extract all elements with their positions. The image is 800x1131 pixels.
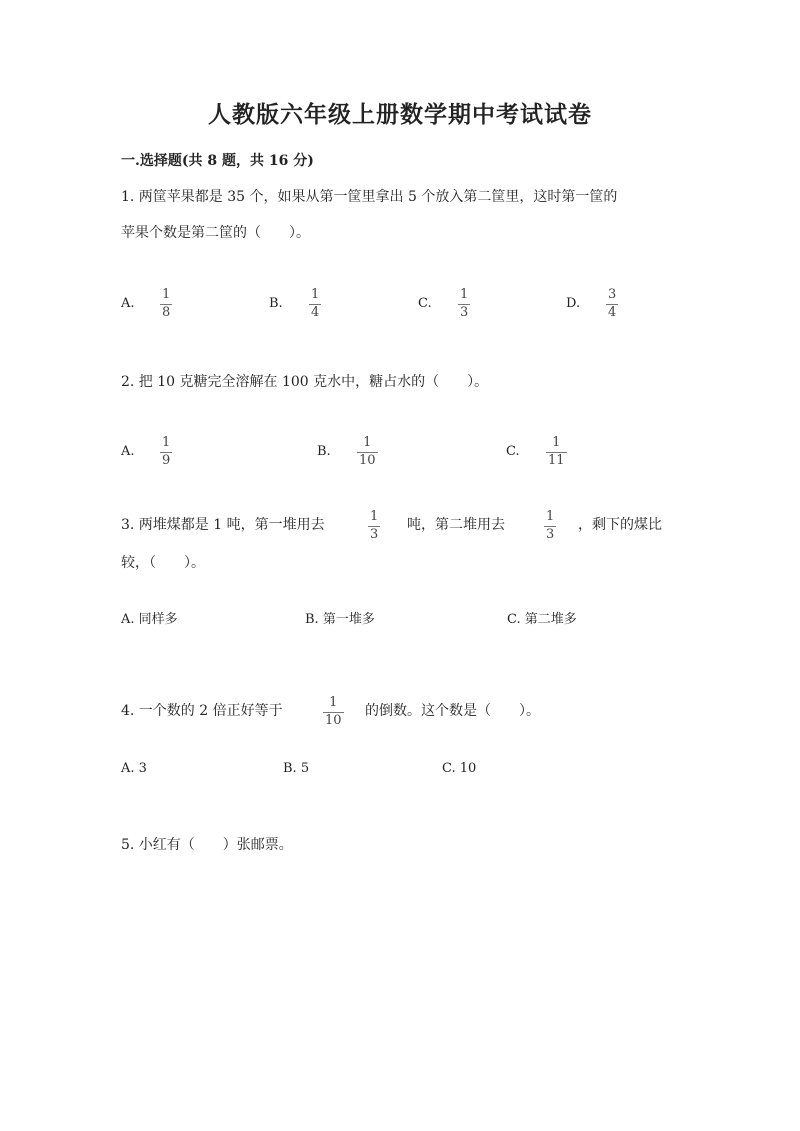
fraction-numerator: 1 bbox=[162, 287, 171, 302]
q2-option-b-fraction bbox=[357, 436, 378, 468]
q2-option-a-label[interactable]: A. bbox=[121, 444, 135, 459]
question-1-line-2: 苹果个数是第二筐的（ ）。 bbox=[121, 225, 310, 241]
fraction-denominator: 4 bbox=[608, 305, 617, 320]
section-heading-choice: 一.选择题(共 8 题，共 16 分) bbox=[121, 153, 314, 169]
question-3-fraction-1 bbox=[368, 510, 380, 542]
fraction-numerator: 1 bbox=[370, 509, 379, 524]
q2-option-b-label[interactable]: B. bbox=[317, 444, 331, 459]
q4-option-b[interactable]: B. 5 bbox=[283, 761, 310, 776]
question-1-line-1: 1. 两筐苹果都是 35 个，如果从第一筐里拿出 5 个放入第二筐里，这时第一筐的 bbox=[121, 189, 618, 205]
q4-option-a[interactable]: A. 3 bbox=[121, 761, 147, 776]
fraction-numerator: 1 bbox=[162, 435, 171, 450]
fraction-numerator: 1 bbox=[329, 695, 338, 710]
question-3-fraction-2 bbox=[544, 510, 556, 542]
question-4-line-1a: 4. 一个数的 2 倍正好等于 bbox=[121, 703, 283, 719]
question-2-line-1: 2. 把 10 克糖完全溶解在 100 克水中，糖占水的（ ）。 bbox=[121, 374, 489, 390]
q3-option-a[interactable]: A. 同样多 bbox=[121, 612, 178, 627]
fraction-denominator: 3 bbox=[546, 527, 555, 542]
fraction-numerator: 1 bbox=[363, 435, 372, 450]
fraction-numerator: 1 bbox=[460, 287, 469, 302]
q1-option-a-fraction bbox=[160, 288, 172, 320]
q1-option-c-label[interactable]: C. bbox=[418, 296, 432, 311]
q4-option-c[interactable]: C. 10 bbox=[442, 761, 477, 776]
q1-option-c-fraction bbox=[458, 288, 470, 320]
q2-option-c-fraction bbox=[546, 436, 567, 468]
question-3-line-2: 较，（ ）。 bbox=[121, 555, 205, 571]
question-5-line-1: 5. 小红有（ ）张邮票。 bbox=[121, 837, 293, 853]
fraction-denominator: 10 bbox=[325, 713, 342, 728]
q2-option-a-fraction bbox=[160, 436, 172, 468]
page-title: 人教版六年级上册数学期中考试试卷 bbox=[208, 101, 592, 128]
q1-option-d-fraction bbox=[606, 288, 618, 320]
fraction-denominator: 11 bbox=[548, 453, 565, 468]
fraction-denominator: 3 bbox=[370, 527, 379, 542]
q3-option-c[interactable]: C. 第二堆多 bbox=[507, 612, 577, 627]
fraction-numerator: 1 bbox=[546, 509, 555, 524]
fraction-numerator: 3 bbox=[608, 287, 617, 302]
fraction-denominator: 3 bbox=[460, 305, 469, 320]
fraction-numerator: 1 bbox=[311, 287, 320, 302]
question-4-fraction bbox=[323, 696, 344, 728]
question-3-line-1c: ，剩下的煤比 bbox=[578, 517, 662, 533]
q1-option-b-fraction bbox=[309, 288, 321, 320]
fraction-numerator: 1 bbox=[552, 435, 561, 450]
q1-option-d-label[interactable]: D. bbox=[566, 296, 581, 311]
fraction-denominator: 9 bbox=[162, 453, 171, 468]
question-4-line-1b: 的倒数。这个数是（ ）。 bbox=[365, 703, 540, 719]
q1-option-b-label[interactable]: B. bbox=[269, 296, 283, 311]
question-3-line-1b: 吨，第二堆用去 bbox=[407, 517, 505, 533]
fraction-denominator: 8 bbox=[162, 305, 171, 320]
question-3-line-1a: 3. 两堆煤都是 1 吨，第一堆用去 bbox=[121, 517, 325, 533]
fraction-denominator: 4 bbox=[311, 305, 320, 320]
q1-option-a-label[interactable]: A. bbox=[121, 296, 135, 311]
q2-option-c-label[interactable]: C. bbox=[506, 444, 520, 459]
q3-option-b[interactable]: B. 第一堆多 bbox=[305, 612, 375, 627]
fraction-denominator: 10 bbox=[359, 453, 376, 468]
